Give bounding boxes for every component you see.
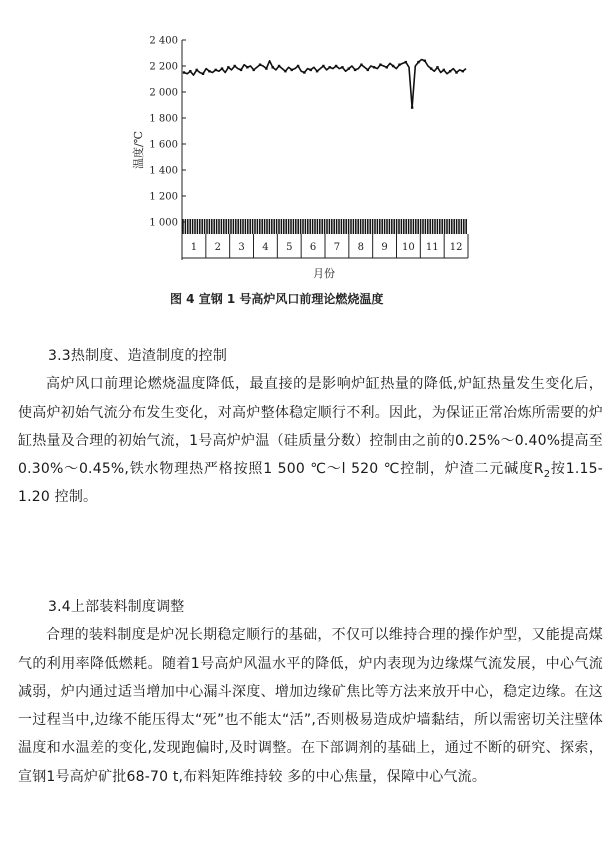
data-point (303, 71, 305, 73)
section-paragraph (18, 370, 603, 511)
month-label: 6 (309, 242, 317, 253)
data-point (462, 70, 464, 72)
month-label: 3 (238, 242, 245, 253)
data-point (284, 70, 286, 72)
data-point (348, 67, 350, 69)
data-point (329, 66, 331, 68)
y-tick-label: 1 600 (149, 139, 178, 151)
temperature-series-line (184, 60, 466, 108)
data-point (443, 69, 445, 71)
month-label: 7 (333, 242, 341, 253)
subscript-2: 2 (543, 468, 551, 480)
data-point (436, 66, 438, 68)
data-point (360, 64, 362, 66)
data-point (424, 60, 426, 62)
data-point (411, 106, 413, 108)
y-tick-label: 2 200 (149, 61, 178, 73)
y-axis-title: 温度/℃ (132, 130, 145, 170)
figure-4 (0, 0, 611, 320)
section-heading: 3.3热制度、造渣制度的控制 (48, 348, 228, 364)
paragraph-tail: 按1.15-1.20 控制。 (18, 461, 603, 506)
y-tick-label: 1 800 (149, 113, 178, 125)
data-point (335, 65, 337, 67)
data-point (240, 69, 242, 71)
data-point (310, 69, 312, 71)
month-label: 2 (214, 242, 221, 253)
temperature-chart (0, 0, 611, 320)
data-point (253, 69, 255, 71)
y-tick-label: 1 200 (149, 191, 178, 203)
month-label: 8 (357, 242, 364, 253)
section-heading: 3.4上部装料制度调整 (48, 599, 185, 615)
data-point (189, 70, 191, 72)
data-point (367, 69, 369, 71)
month-label: 1 (190, 242, 198, 253)
data-point (265, 67, 267, 69)
y-tick-label: 1 400 (149, 165, 178, 177)
data-point (392, 65, 394, 67)
data-point (373, 66, 375, 68)
data-point (208, 70, 210, 72)
data-point (354, 69, 356, 71)
data-point (246, 66, 248, 68)
data-point (386, 66, 388, 68)
month-label: 9 (381, 242, 388, 253)
data-point (227, 66, 229, 68)
month-label: 5 (286, 242, 293, 253)
data-point (202, 73, 204, 75)
data-point (430, 67, 432, 69)
data-point (221, 67, 223, 69)
data-point (405, 61, 407, 63)
month-label: 4 (262, 242, 269, 253)
y-tick-label: 2 400 (149, 35, 178, 47)
section-3-4 (18, 593, 603, 791)
figure-caption: 图 4 宣钢 1 号高炉风口前理论燃烧温度 (170, 292, 384, 306)
data-point (259, 64, 261, 66)
section-paragraph: 合理的装料制度是炉况长期稳定顺行的基础，不仅可以维持合理的操作炉型，又能提高煤气的利用率降低燃耗。随着1号高炉风温水平的降低，炉内表现为边缘煤气流发展，中心气流减弱，炉内通过适当增加中心漏斗深度、增加边缘矿焦比等方法来放开中心，稳定边缘。在这一过程当中,边缘不能压得太“死”也不能太“活”,否则极易造成炉墙黏结，所以需密切关注壁体温度和水温差的变化,发现跑偏时,及时调整。在下部调剂的基础上，通过不断的研究、探索，宣钢1号高炉矿批68-70 t,布料矩阵维持较 多的中心焦量，保障中心气流。 (18, 627, 603, 785)
data-point (291, 69, 293, 71)
data-point (398, 64, 400, 66)
data-point (183, 71, 185, 73)
paragraph-text: 高炉风口前理论燃烧温度降低，最直接的是影响炉缸热量的降低,炉缸热量发生变化后，使高炉初始气流分布发生变化，对高炉整体稳定顺行不利。因此，为保证正常冶炼所需要的炉缸热量及合理的初始气流，1号高炉炉温（硅质量分数）控制由之前的0.25%～0.40%提高至0.30%～0.45%,铁水物理热严格按照1 500 ℃～l 520 ℃控制，炉渣二元碱度R (18, 376, 603, 478)
data-point (233, 65, 235, 67)
data-point (322, 65, 324, 67)
month-label: 12 (449, 242, 463, 253)
y-tick-label: 1 000 (149, 217, 178, 229)
data-point (455, 71, 457, 73)
data-point (297, 65, 299, 67)
data-point (341, 66, 343, 68)
x-axis-title: 月份 (313, 267, 335, 280)
data-point (214, 69, 216, 71)
data-point (278, 65, 280, 67)
data-point (272, 66, 274, 68)
section-3-3 (18, 342, 603, 512)
y-tick-label: 2 000 (149, 87, 178, 99)
data-point (195, 69, 197, 71)
data-point (417, 61, 419, 63)
month-label: 10 (402, 242, 415, 253)
month-label: 11 (425, 242, 439, 253)
data-point (449, 70, 451, 72)
data-point (316, 70, 318, 72)
data-point (379, 64, 381, 66)
